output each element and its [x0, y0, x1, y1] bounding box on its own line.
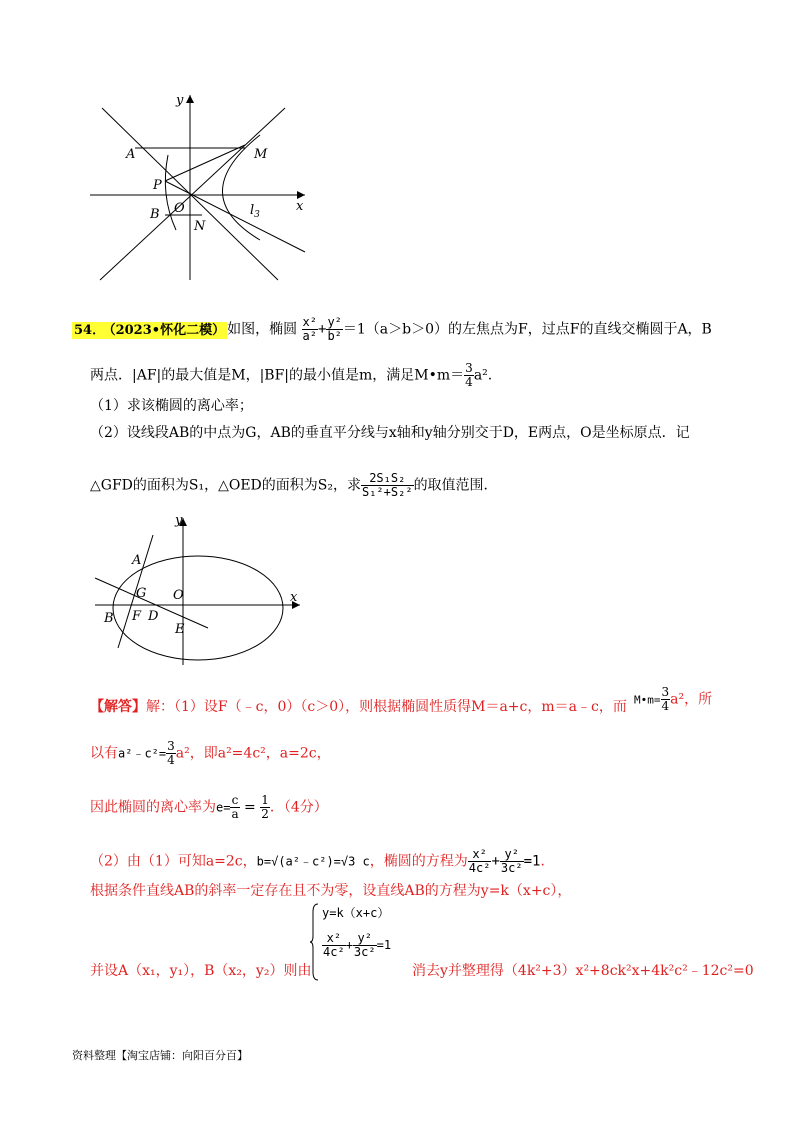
point-N-label: N	[194, 219, 206, 234]
left-brace-icon	[310, 902, 320, 982]
point-M-label: M	[254, 147, 268, 162]
solution-eq-Mm: M•m= $\frac{3}{4}$ a²，所	[634, 685, 713, 713]
point-F-label: F	[132, 609, 142, 624]
point-B-label: B	[150, 207, 160, 222]
solution-line-6b: 消去y并整理得（4k²+3）x²+8ck²x+4k²c²﹣12c²=0	[412, 963, 754, 979]
problem-line-1: 54． （2023•怀化二模） 如图，椭圆 $\frac{\text{x²}}{\text{a²}}$ + $\frac{\text{y²}}{\text{b²}}$ ＝1（a＞b＞0）的左焦点为F，过点F的直线交椭圆于A，B	[74, 315, 712, 343]
ellipse-figure	[90, 510, 310, 670]
hyperbola-figure	[90, 90, 320, 285]
frac-x2-a2: $\frac{\text{x²}}{\text{a²}}$	[302, 315, 317, 343]
solution-line-3: 因此椭圆的离心率为e= $\frac{c}{a}$ = $\frac{1}{2}$ ．（4分）	[90, 793, 328, 821]
problem-line-5: △GFD的面积为S₁，△OED的面积为S₂，求 $\frac{\text{2S₁S₂}}{\text{S₁²+S₂²}}$ 的取值范围．	[90, 471, 498, 499]
problem-number: 54．	[74, 322, 106, 338]
equation-system: y=k（x+c） $\frac{\text{x²}}{\text{4c²}}$ + $\frac{\text{y²}}{\text{3c²}}$ =1	[310, 902, 420, 982]
frac-area-ratio: $\frac{\text{2S₁S₂}}{\text{S₁²+S₂²}}$	[361, 471, 413, 499]
point-G-label: G	[136, 586, 147, 601]
origin-O-label: O	[174, 201, 185, 216]
point-B-label: B	[104, 611, 114, 626]
line-l3	[165, 181, 305, 252]
answer-tag: 【解答】	[90, 699, 146, 715]
point-A-label: A	[132, 553, 142, 568]
point-D-label: D	[148, 609, 159, 624]
point-E-label: E	[175, 622, 185, 637]
y-axis-label: y	[176, 93, 184, 108]
question-1: （1）求该椭圆的离心率；	[90, 398, 253, 414]
point-P-label: P	[153, 178, 162, 193]
footer: 资料整理【淘宝店铺：向阳百分百】	[72, 1049, 248, 1062]
y-axis-label: y	[175, 513, 183, 528]
ellipse	[113, 556, 283, 660]
solution-line-5: 根据条件直线AB的斜率一定存在且不为零，设直线AB的方程为y=k（x+c），	[90, 883, 572, 899]
problem-source: （2023•怀化二模）	[109, 322, 226, 338]
solution-line-4: （2）由（1）可知a=2c，b=√(a²﹣c²)=√3 c，椭圆的方程为 $\frac{\text{x²}}{\text{4c²}}$ + $\frac{\text{y²}}{\text{3c²}}$ =1．	[90, 847, 555, 875]
problem-line-2: 两点．|AF|的最大值是M，|BF|的最小值是m，满足M•m＝ $\frac{3}{4}$ a².	[90, 361, 493, 389]
x-axis-label: x	[296, 199, 304, 214]
hyperbola-left-branch	[165, 155, 176, 230]
x-axis-label: x	[290, 590, 298, 605]
frac-3-4: $\frac{3}{4}$	[465, 361, 473, 389]
solution-line-1: 【解答】解：（1）设F（﹣c，0）（c＞0），则根据椭圆性质得M＝a+c，m＝a﹣c，而	[90, 699, 627, 715]
origin-O-label: O	[173, 588, 184, 603]
line-l-label: $l_3$	[250, 203, 260, 220]
frac-y2-b2: $\frac{\text{y²}}{\text{b²}}$	[327, 315, 342, 343]
solution-line-6a: 并设A（x₁，y₁），B（x₂，y₂）则由	[90, 963, 312, 979]
point-A-label: A	[126, 147, 136, 162]
question-2: （2）设线段AB的中点为G，AB的垂直平分线与x轴和y轴分别交于D，E两点，O是坐标原点．记	[90, 425, 690, 441]
solution-line-2: 以有a²﹣c²= $\frac{3}{4}$ a²，即a²=4c²，a=2c，	[90, 739, 331, 767]
